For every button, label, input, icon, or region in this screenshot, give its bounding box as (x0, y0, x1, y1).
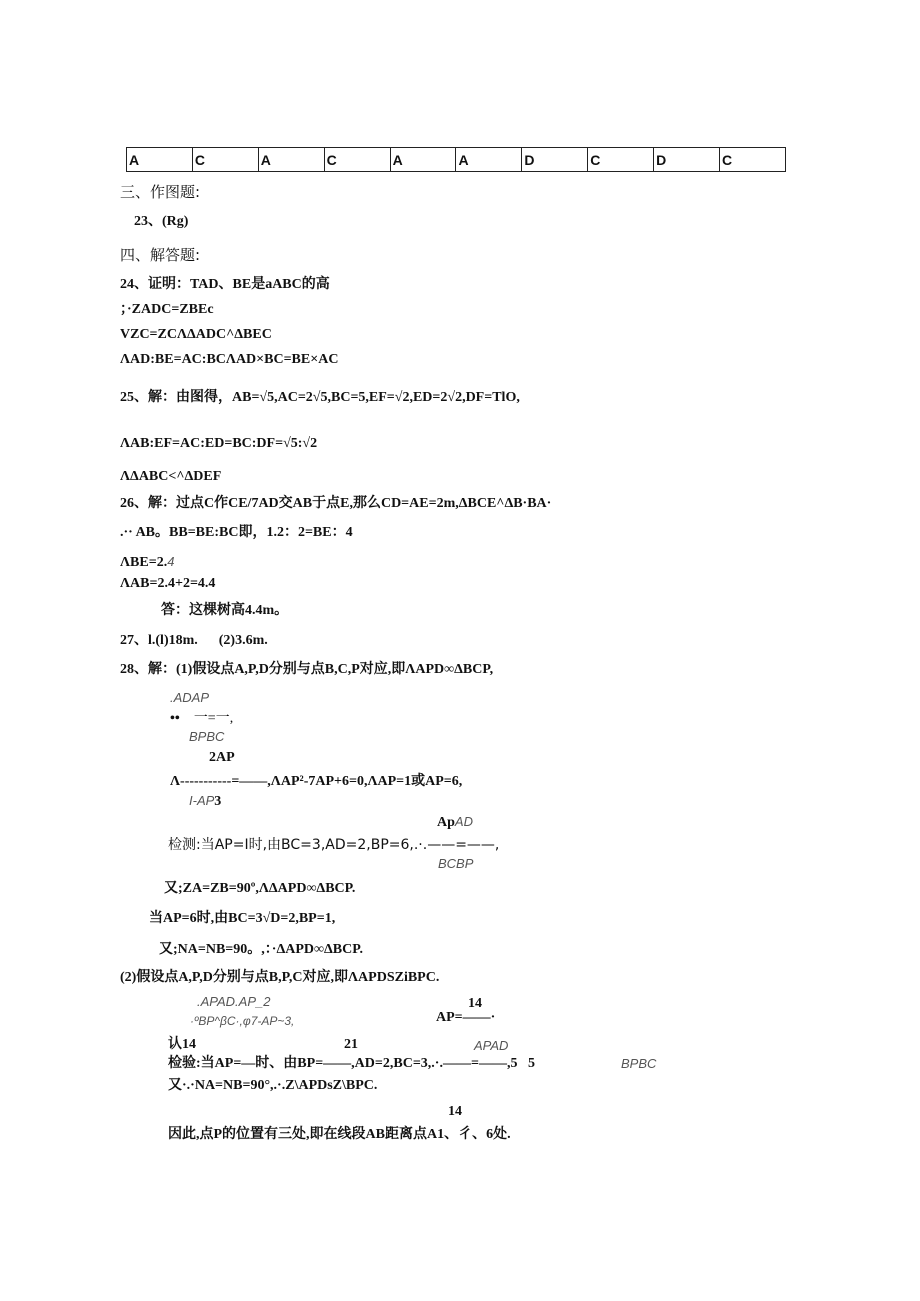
answer-cell: D (522, 148, 588, 172)
q26-line-1: 26、解：过点C作CE/7AD交AB于点E,那么CD=AE=2m,ΔBCE^ΔB·BA· (120, 496, 552, 511)
q28-line-7: 又;NA=NB=90。,：·ΔAPD∞ΔBCP. (159, 942, 363, 957)
q25-line-1: 25、解：由图得，AB=√5,AC=2√5,BC=5,EF=√2,ED=2√2,DF=TlO, (120, 390, 520, 405)
answer-table (126, 147, 786, 172)
q28-fraction-1-mid: •• 一=一, (170, 711, 234, 726)
q27-answer: 27、l.(l)18m. (2)3.6m. (120, 633, 268, 648)
q28-fraction-4-num: 14 (468, 996, 482, 1011)
q28-check-2-top-a: 认14 (168, 1037, 196, 1052)
answer-cell: A (390, 148, 456, 172)
q28-line-1: 28、解：(1)假设点A,P,D分别与点B,C,P对应,即ΛAPD∞ΔBCP, (120, 662, 494, 677)
answer-cell: A (127, 148, 193, 172)
answer-cell: C (324, 148, 390, 172)
q28-fraction-4-top: .APAD.AP_2 (197, 994, 271, 1009)
q24-line-3: VZC=ZCΛΔADC^ΔBEC (120, 327, 272, 342)
q28-check-line: 检测:当AP=I时,由BC=3,AD=2,BP=6,.·.——=——, (168, 837, 500, 853)
section-heading-solutions: 四、解答题: (120, 246, 201, 264)
q28-fraction-4-bottom: ·ºBP^βC·,φ7-AP~3, (190, 1014, 295, 1028)
q28-check-2-top-c: APAD (474, 1038, 509, 1053)
q28-conclusion: 因此,点P的位置有三处,即在线段AB距离点A1、彳、6处. (168, 1127, 511, 1142)
q24-line-4: ΛAD:BE=AC:BCΛAD×BC=BE×AC (120, 352, 339, 367)
q28-fraction-2-line: Λ-----------=——,ΛAP²-7AP+6=0,ΛAP=1或AP=6, (170, 774, 463, 789)
q28-fraction-3-top: ApAD (437, 814, 473, 830)
q26-answer: 答：这棵树高4.4m。 (161, 603, 289, 618)
q28-ap-value: AP=——· (436, 1010, 496, 1025)
q28-fraction-2-top: 2AP (209, 750, 235, 765)
q28-check-2-top-b: 21 (344, 1037, 358, 1052)
q24-line-1: 24、证明：TAD、BE是aABC的高 (120, 277, 330, 292)
q28-conclusion-num: 14 (448, 1104, 462, 1119)
q28-fraction-3-bottom: BCBP (438, 856, 474, 871)
answer-cell: A (456, 148, 522, 172)
q28-fraction-1-top: .ADAP (170, 690, 210, 705)
q26-line-2: .·· AB。BB=BE:BC即，1.2：2=BE：4 (120, 525, 353, 540)
q28-check-2-right: BPBC (621, 1056, 657, 1071)
answer-cell: D (654, 148, 720, 172)
answer-cell: C (588, 148, 654, 172)
answer-cell: A (258, 148, 324, 172)
q28-fraction-2-bottom: I-AP3 (189, 793, 222, 809)
q28-check-2-line: 检验:当AP=—时、由BP=——,AD=2,BC=3,.·.——=——,5 5 (168, 1056, 535, 1071)
q28-line-5: 又;ZA=ZB=90º,ΛΔAPD∞ΔBCP. (164, 881, 356, 896)
q23-answer: 23、(Rg) (134, 214, 189, 229)
q24-line-2: ；·ZADC=ZBEc (120, 302, 214, 317)
q28-line-6: 当AP=6时,由BC=3√D=2,BP=1, (149, 911, 336, 926)
section-heading-drawing: 三、作图题: (120, 183, 201, 201)
q25-line-2: ΛAB:EF=AC:ED=BC:DF=√5:√2 (120, 436, 318, 451)
q28-line-8: (2)假设点A,P,D分别与点B,P,C对应,即ΛAPDSZiBPC. (120, 970, 440, 985)
q28-line-9: 又·.·NA=NB=90°,.·.Z\APDsZ\BPC. (168, 1078, 378, 1093)
q26-line-4: ΛAB=2.4+2=4.4 (120, 576, 216, 591)
q28-fraction-1-bottom: BPBC (189, 729, 225, 744)
answer-cell: C (192, 148, 258, 172)
q26-line-3: ΛBE=2.4 (120, 554, 175, 570)
answer-cell: C (720, 148, 786, 172)
q25-line-3: ΛΔABC<^ΔDEF (120, 469, 222, 484)
